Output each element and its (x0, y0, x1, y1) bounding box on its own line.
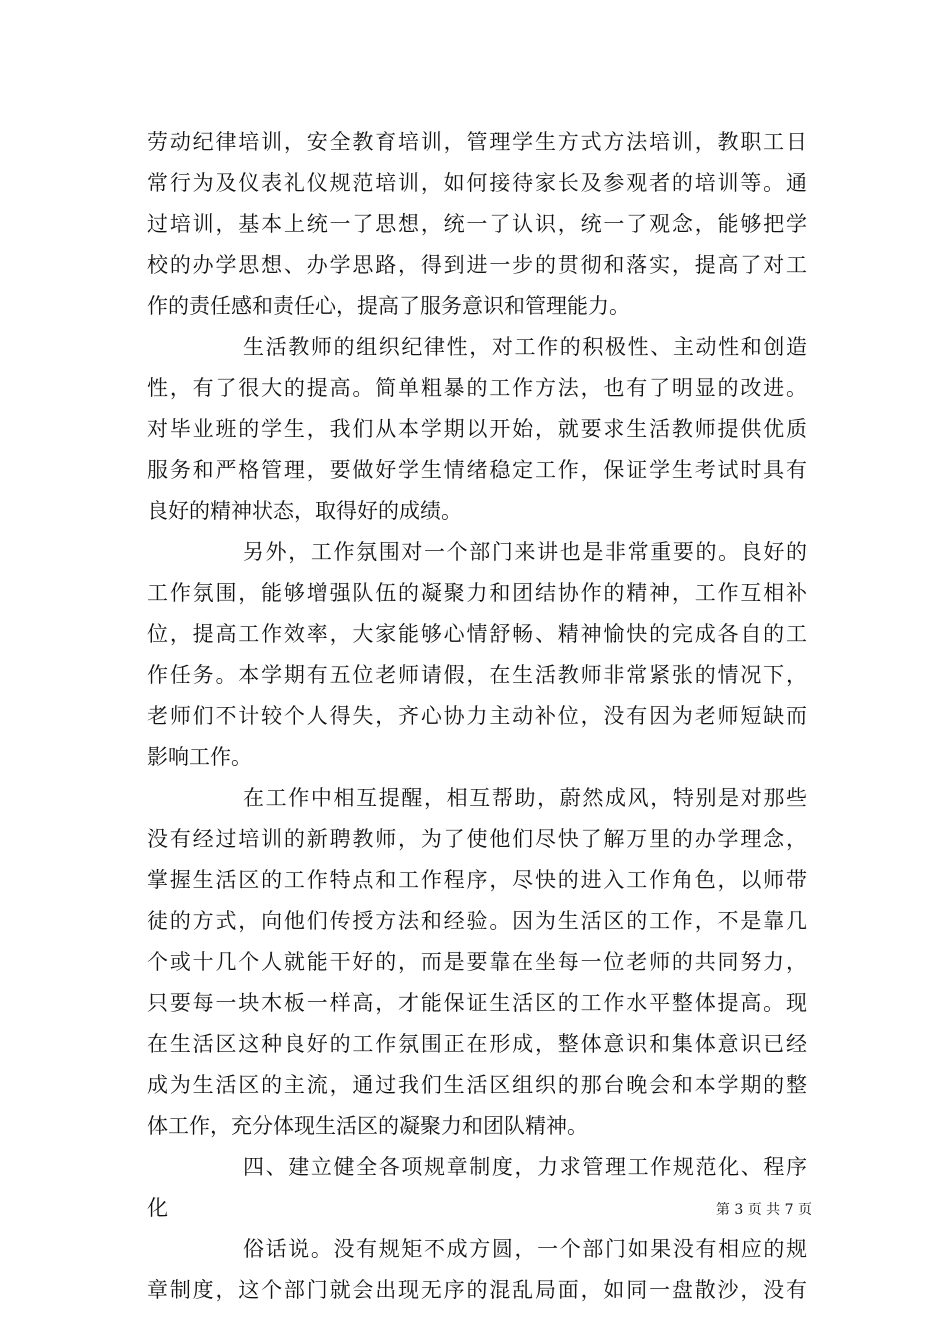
text-line: 影响工作。 (147, 745, 252, 769)
text-line: 作任务。本学期有五位老师请假，在生活教师非常紧张的情况下， (147, 663, 807, 687)
text-line: 服务和严格管理，要做好学生情绪稳定工作，保证学生考试时具有 (147, 458, 807, 482)
text-line: 只要每一块木板一样高，才能保证生活区的工作水平整体提高。现 (147, 991, 807, 1015)
text-line: 个或十几个人就能干好的，而是要靠在坐每一位老师的共同努力， (147, 950, 807, 974)
paragraph-first-line: 生活教师的组织纪律性，对工作的积极性、主动性和创造 (243, 335, 807, 359)
text-line: 工作氛围，能够增强队伍的凝聚力和团结协作的精神，工作互相补 (147, 581, 807, 605)
text-line: 性，有了很大的提高。简单粗暴的工作方法，也有了明显的改进。 (147, 376, 807, 400)
text-line: 良好的精神状态，取得好的成绩。 (147, 499, 462, 523)
text-line: 体工作，充分体现生活区的凝聚力和团队精神。 (147, 1114, 588, 1138)
text-line: 老师们不计较个人得失，齐心协力主动补位，没有因为老师短缺而 (147, 704, 807, 728)
section-heading-continued: 化 (147, 1196, 168, 1220)
paragraph-first-line: 俗话说。没有规矩不成方圆，一个部门如果没有相应的规 (243, 1237, 807, 1261)
text-line: 掌握生活区的工作特点和工作程序，尽快的进入工作角色，以师带 (147, 868, 807, 892)
text-line: 章制度，这个部门就会出现无序的混乱局面，如同一盘散沙，没有 (147, 1278, 807, 1302)
text-line: 过培训，基本上统一了思想，统一了认识，统一了观念，能够把学 (147, 212, 807, 236)
text-line: 劳动纪律培训，安全教育培训，管理学生方式方法培训，教职工日 (147, 130, 807, 154)
body-text (147, 122, 807, 1311)
text-line: 成为生活区的主流，通过我们生活区组织的那台晚会和本学期的整 (147, 1073, 807, 1097)
text-line: 常行为及仪表礼仪规范培训，如何接待家长及参观者的培训等。通 (147, 171, 807, 195)
text-line: 没有经过培训的新聘教师，为了使他们尽快了解万里的办学理念， (147, 827, 807, 851)
paragraph-first-line: 另外，工作氛围对一个部门来讲也是非常重要的。良好的 (243, 540, 807, 564)
text-line: 徒的方式，向他们传授方法和经验。因为生活区的工作，不是靠几 (147, 909, 807, 933)
paragraph-first-line: 在工作中相互提醒，相互帮助，蔚然成风，特别是对那些 (243, 786, 807, 810)
text-line: 对毕业班的学生，我们从本学期以开始，就要求生活教师提供优质 (147, 417, 807, 441)
text-line: 作的责任感和责任心，提高了服务意识和管理能力。 (147, 294, 630, 318)
text-line: 校的办学思想、办学思路，得到进一步的贯彻和落实，提高了对工 (147, 253, 807, 277)
text-line: 在生活区这种良好的工作氛围正在形成，整体意识和集体意识已经 (147, 1032, 807, 1056)
section-heading: 四、建立健全各项规章制度，力求管理工作规范化、程序 (243, 1155, 807, 1179)
page-number: 第 3 页 共 7 页 (715, 1202, 812, 1218)
text-line: 位，提高工作效率，大家能够心情舒畅、精神愉快的完成各自的工 (147, 622, 807, 646)
